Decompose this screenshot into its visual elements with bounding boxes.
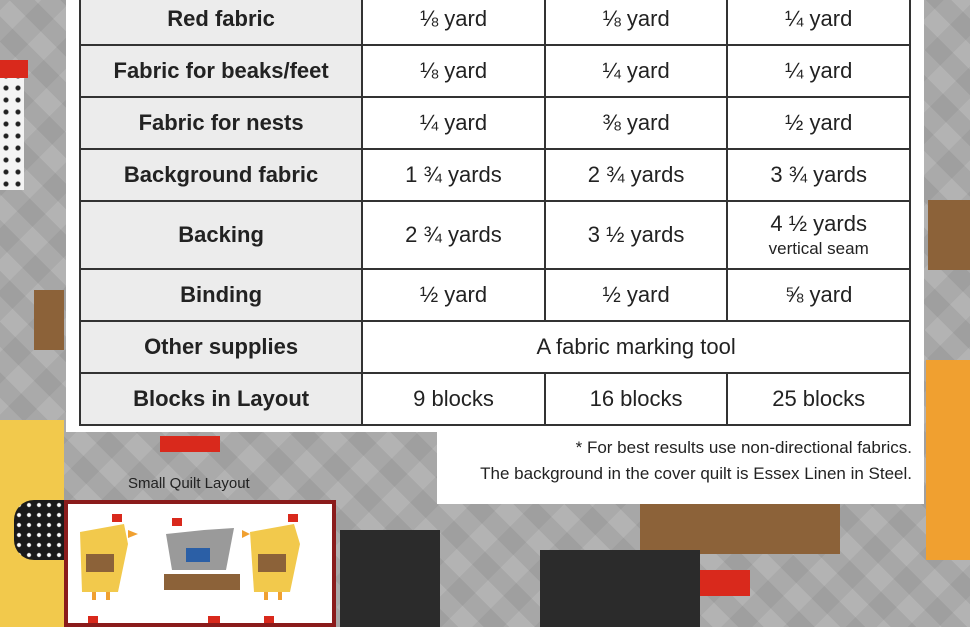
row-label: Blocks in Layout <box>80 373 362 425</box>
large-value: ⅝ yard <box>727 269 910 321</box>
hen-block-1 <box>80 514 138 600</box>
table-row <box>80 201 910 269</box>
quilt-chicken-bottom-center <box>340 530 440 627</box>
quilt-chicken-bottom-right <box>540 550 700 627</box>
note-line-1: * For best results use non-directional fabrics. <box>575 438 912 457</box>
quilt-nest-right-top <box>928 200 970 270</box>
hen-block-2 <box>164 518 240 590</box>
small-value: ⅛ yard <box>362 0 545 45</box>
quilt-chicken-left-top <box>0 70 24 190</box>
table-row <box>80 45 910 97</box>
table-row <box>80 149 910 201</box>
large-value: 25 blocks <box>727 373 910 425</box>
quilt-comb-bottom-left <box>160 436 220 452</box>
large-value: ½ yard <box>727 97 910 149</box>
quilt-wing-left <box>14 500 64 560</box>
other-supplies-value: A fabric marking tool <box>362 321 910 373</box>
quilt-nest-bottom <box>640 504 840 554</box>
medium-value: ½ yard <box>545 269 728 321</box>
row-label: Binding <box>80 269 362 321</box>
table-row <box>80 97 910 149</box>
table-row <box>80 321 910 373</box>
row-label: Fabric for nests <box>80 97 362 149</box>
layout-hens-illustration <box>68 504 332 623</box>
quilt-nest-left <box>34 290 64 350</box>
fabric-requirements-table <box>79 0 911 426</box>
small-value: ¼ yard <box>362 97 545 149</box>
table-row <box>80 0 910 45</box>
quilt-chicken-right <box>926 360 970 560</box>
medium-value: 3 ½ yards <box>545 201 728 269</box>
row-label: Background fabric <box>80 149 362 201</box>
medium-value: 2 ¾ yards <box>545 149 728 201</box>
large-value-cell <box>727 201 910 269</box>
large-value: 4 ½ yards <box>770 211 867 236</box>
row-label: Backing <box>80 201 362 269</box>
notes-panel <box>437 432 924 504</box>
hen-block-3 <box>242 514 300 600</box>
large-value: ¼ yard <box>727 0 910 45</box>
note-line-2: The background in the cover quilt is Essex Linen in Steel. <box>480 464 912 483</box>
row-label: Red fabric <box>80 0 362 45</box>
row-label: Other supplies <box>80 321 362 373</box>
small-value: 9 blocks <box>362 373 545 425</box>
large-value: 3 ¾ yards <box>727 149 910 201</box>
medium-value: ⅛ yard <box>545 0 728 45</box>
small-value: ⅛ yard <box>362 45 545 97</box>
medium-value: ⅜ yard <box>545 97 728 149</box>
quilt-comb-left-top <box>0 60 28 78</box>
quilt-comb-bottom-right <box>700 570 750 596</box>
table-row <box>80 269 910 321</box>
small-value: ½ yard <box>362 269 545 321</box>
layout-title: Small Quilt Layout <box>128 475 250 492</box>
row-label: Fabric for beaks/feet <box>80 45 362 97</box>
requirements-panel <box>66 0 924 432</box>
small-value: 2 ¾ yards <box>362 201 545 269</box>
medium-value: 16 blocks <box>545 373 728 425</box>
small-value: 1 ¾ yards <box>362 149 545 201</box>
layout-diagram <box>64 500 336 627</box>
large-value-note: vertical seam <box>768 239 869 258</box>
table-row <box>80 373 910 425</box>
medium-value: ¼ yard <box>545 45 728 97</box>
layout-diagram-canvas <box>68 504 332 623</box>
large-value: ¼ yard <box>727 45 910 97</box>
